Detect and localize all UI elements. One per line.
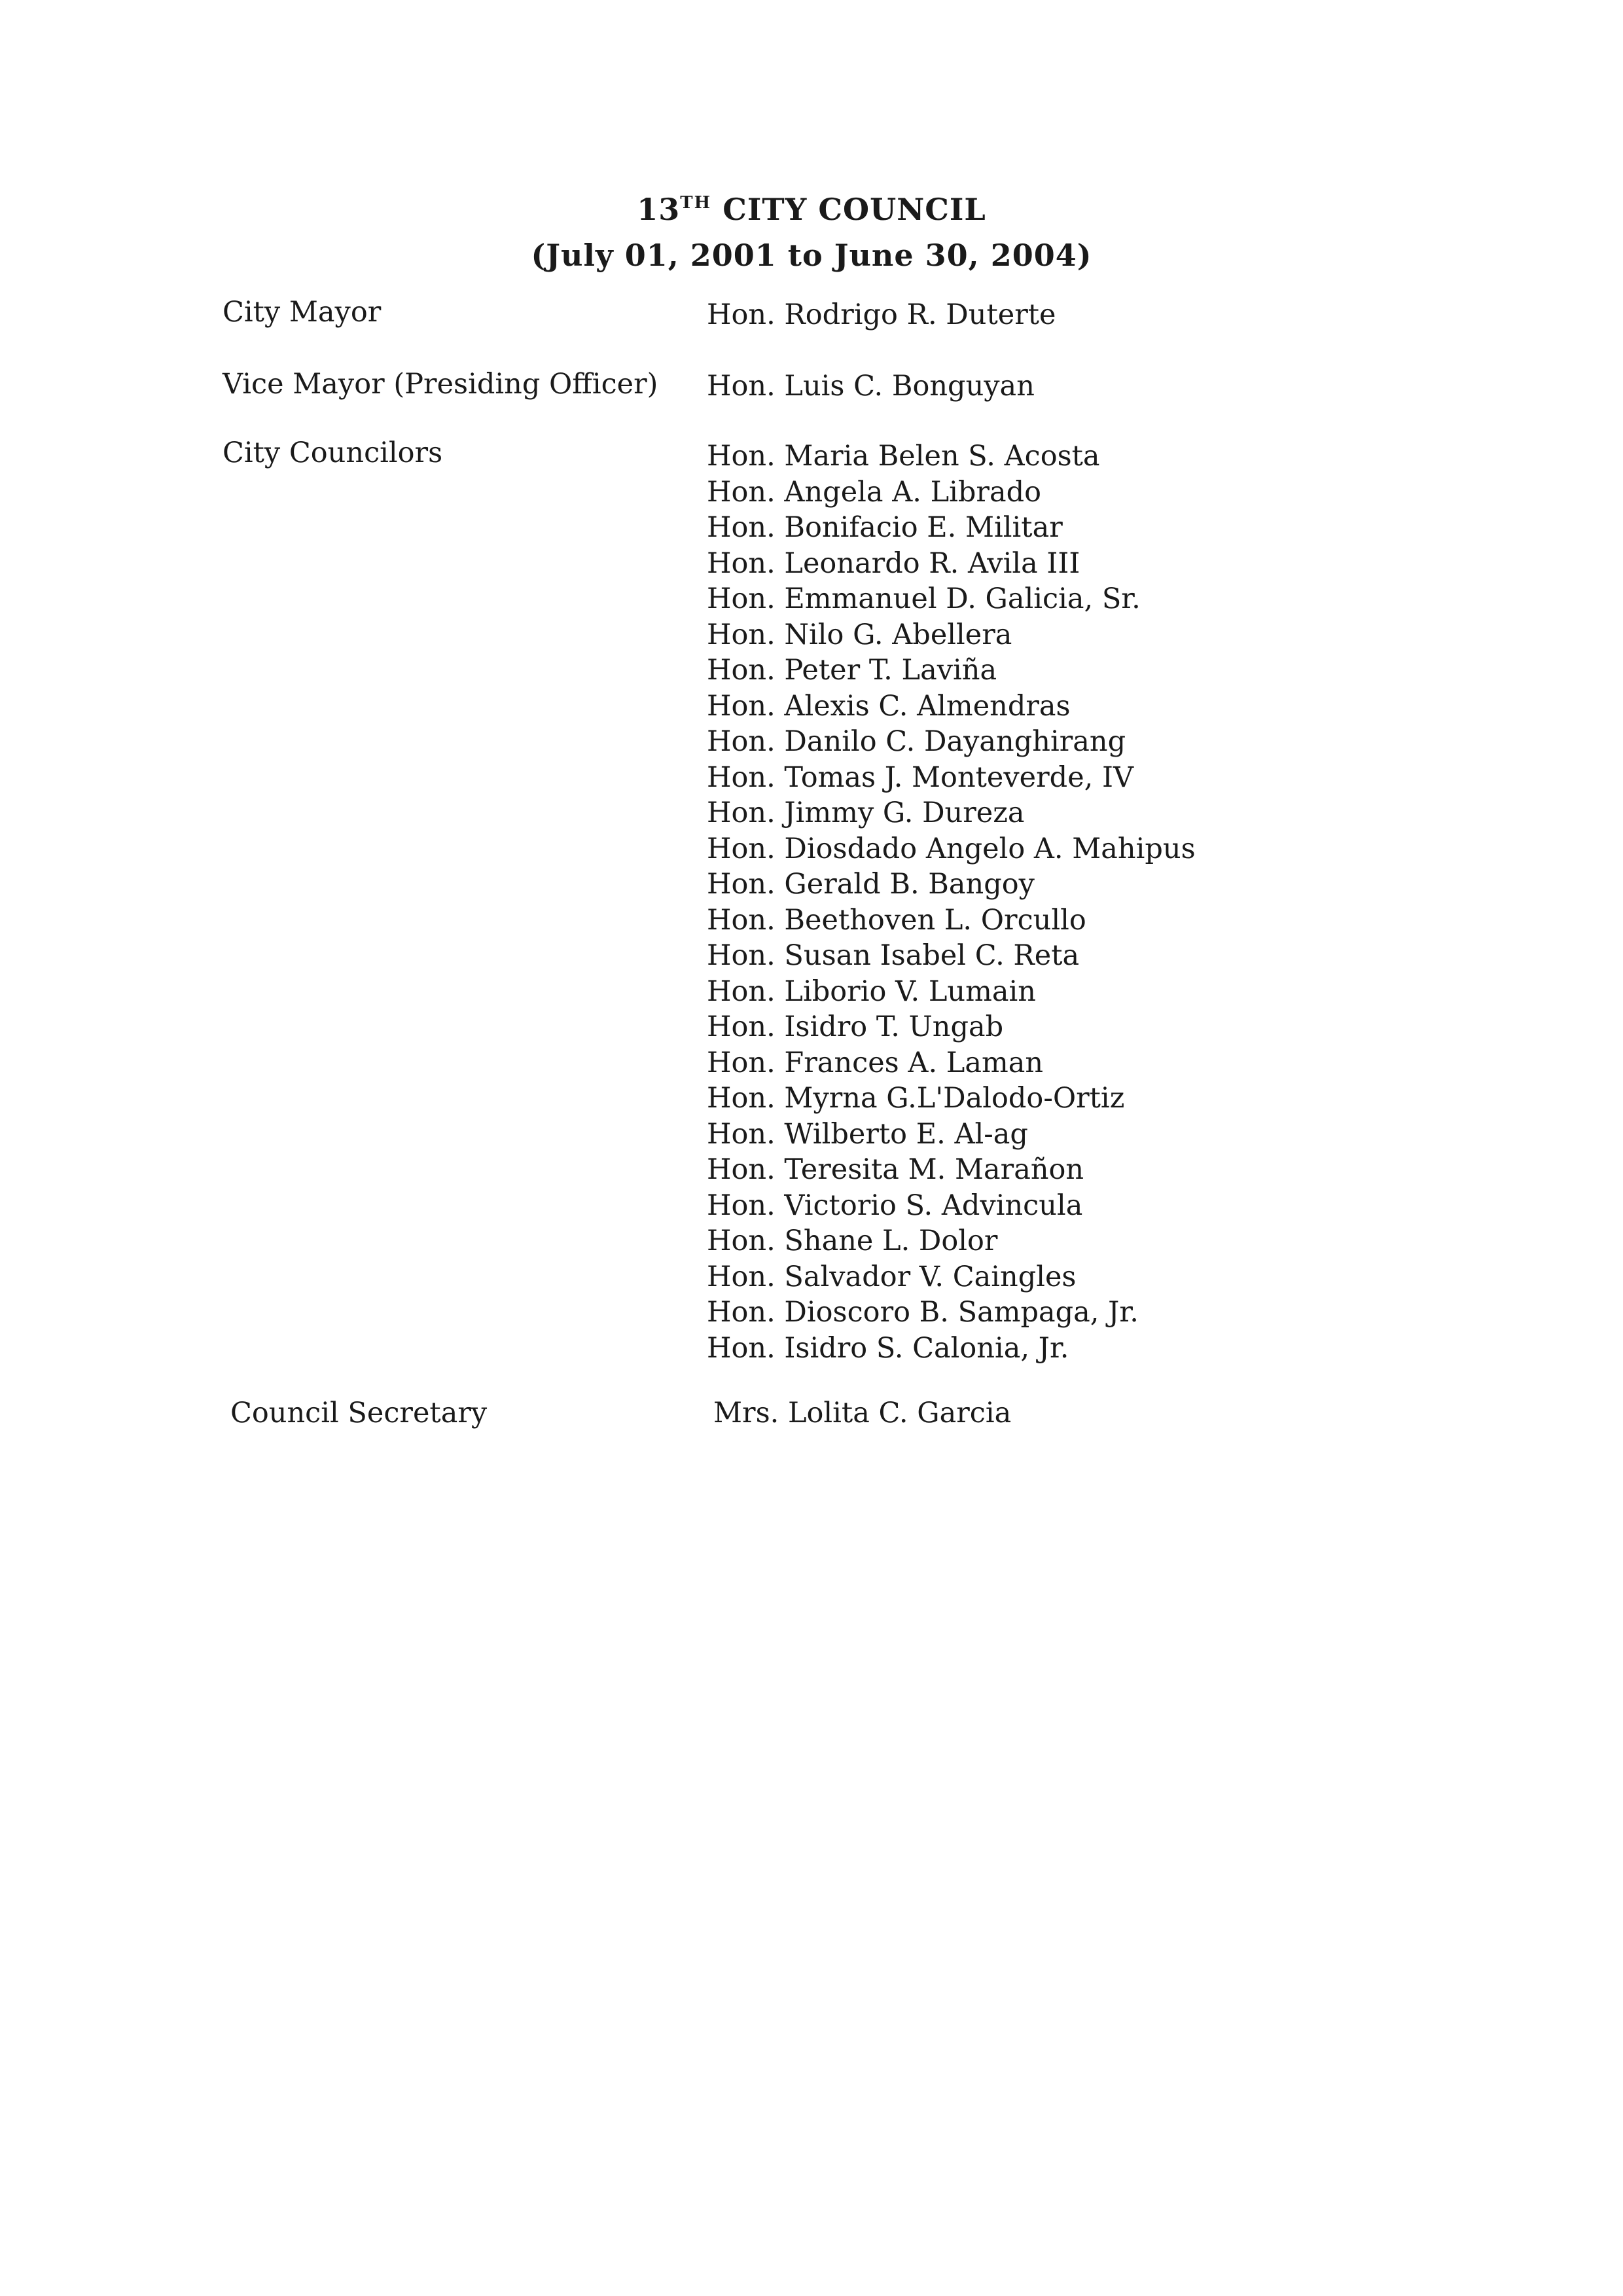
councilor-name: Hon. Jimmy G. Dureza [707, 797, 1025, 829]
councilor-name: Hon. Liborio V. Lumain [707, 975, 1036, 1008]
mayor-name: Hon. Rodrigo R. Duterte [707, 298, 1056, 331]
vice-mayor-label: Vice Mayor (Presiding Officer) [223, 368, 658, 401]
heading-council-title [0, 187, 1623, 232]
heading-ordinal-suffix: TH [680, 193, 712, 213]
councilor-name: Hon. Beethoven L. Orcullo [707, 903, 1086, 937]
document-heading [0, 187, 1623, 278]
councilor-name: Hon. Victorio S. Advincula [707, 1189, 1083, 1222]
councilor-name: Hon. Myrna G.L'Dalodo-Ortiz [707, 1082, 1125, 1115]
councilor-name: Hon. Salvador V. Caingles [707, 1260, 1077, 1293]
councilor-name: Hon. Frances A. Laman [707, 1046, 1044, 1079]
councilor-name: Hon. Wilberto E. Al-ag [707, 1117, 1028, 1151]
heading-term-dates: (July 01, 2001 to June 30, 2004) [531, 238, 1092, 273]
heading-council-number: 13 [637, 192, 681, 227]
councilor-name: Hon. Maria Belen S. Acosta [707, 440, 1100, 473]
councilor-name: Hon. Emmanuel D. Galicia, Sr. [707, 583, 1141, 615]
councilor-name: Hon. Danilo C. Dayanghirang [707, 725, 1126, 758]
councilor-name: Hon. Peter T. Laviña [707, 654, 997, 687]
councilor-name: Hon. Gerald B. Bangoy [707, 868, 1035, 901]
councilor-name: Hon. Isidro T. Ungab [707, 1011, 1004, 1043]
heading-council-label: CITY COUNCIL [711, 192, 986, 227]
councilor-name: Hon. Shane L. Dolor [707, 1225, 998, 1257]
vice-mayor-name: Hon. Luis C. Bonguyan [707, 370, 1035, 403]
councilor-name: Hon. Diosdado Angelo A. Mahipus [707, 832, 1196, 865]
councilor-name: Hon. Isidro S. Calonia, Jr. [707, 1331, 1069, 1365]
councilor-name: Hon. Teresita M. Marañon [707, 1153, 1084, 1186]
secretary-label: Council Secretary [230, 1397, 488, 1429]
councilor-name: Hon. Tomas J. Monteverde, IV [707, 761, 1134, 794]
councilor-name: Hon. Susan Isabel C. Reta [707, 939, 1080, 972]
secretary-name: Mrs. Lolita C. Garcia [713, 1397, 1012, 1429]
councilor-name: Hon. Bonifacio E. Militar [707, 511, 1063, 544]
councilors-label: City Councilors [223, 437, 443, 469]
mayor-label: City Mayor [223, 296, 382, 329]
councilor-name: Hon. Nilo G. Abellera [707, 618, 1012, 651]
councilors-list [707, 439, 1196, 1366]
councilor-name: Hon. Leonardo R. Avila III [707, 547, 1080, 580]
councilor-name: Hon. Dioscoro B. Sampaga, Jr. [707, 1296, 1139, 1329]
councilor-name: Hon. Angela A. Librado [707, 475, 1042, 509]
councilor-name: Hon. Alexis C. Almendras [707, 689, 1071, 723]
